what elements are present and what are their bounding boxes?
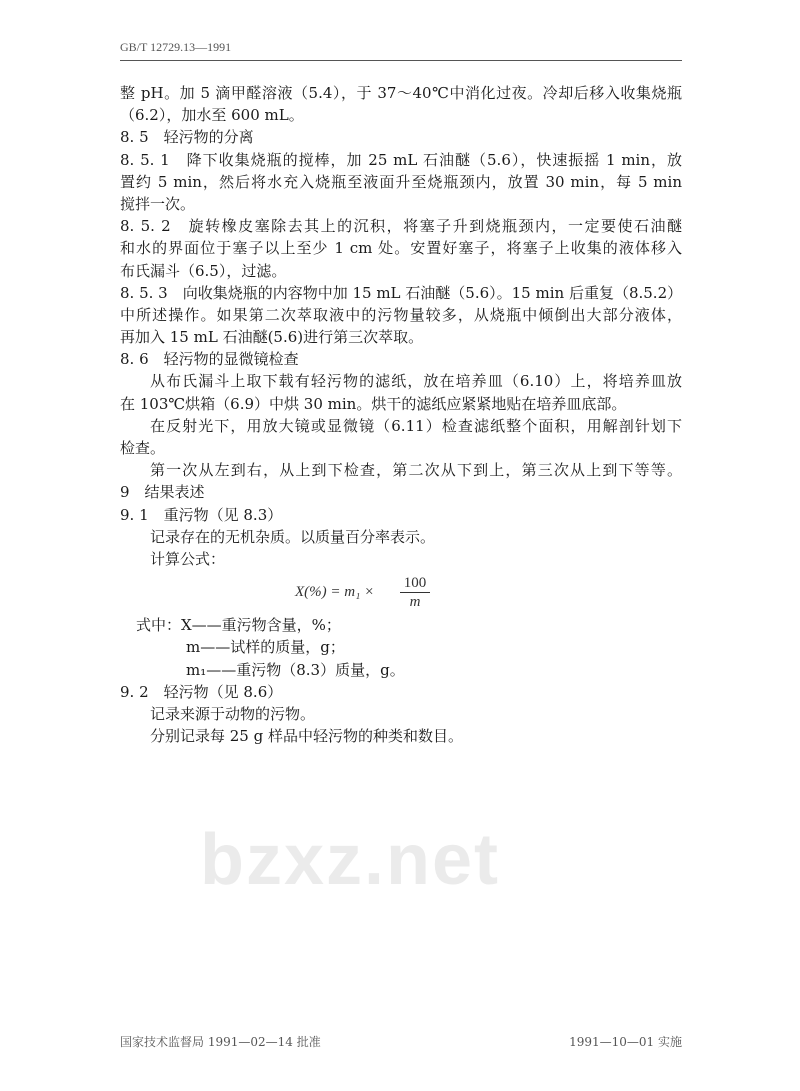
paragraph-line: （6.2），加水至 600 mL。 [120, 106, 304, 125]
approval-footer: 国家技术监督局 1991—02—14 批准 [120, 1035, 321, 1049]
paragraph-line: 和水的界面位于塞子以上至少 1 cm 处。安置好塞子，将塞子上收集的液体移入 [120, 239, 682, 258]
formula-fraction [400, 574, 430, 611]
standard-number-header: GB/T 12729.13—1991 [120, 40, 232, 54]
paragraph-line: 从布氏漏斗上取下载有轻污物的滤纸，放在培养皿（6.10）上，将培养皿放 [150, 372, 682, 391]
paragraph-line: 再加入 15 mL 石油醚(5.6)进行第三次萃取。 [120, 328, 424, 347]
document-body [120, 82, 682, 747]
paragraph-line: 检查。 [120, 439, 166, 457]
section-heading-9-2: 9. 2 轻污物（见 8.6） [120, 682, 283, 701]
paragraph-line: 记录存在的无机杂质。以质量百分率表示。 [150, 527, 436, 546]
section-heading-8-6: 8. 6 轻污物的显微镜检查 [120, 350, 299, 369]
variable-definition: m₁——重污物（8.3）质量，g。 [186, 660, 405, 679]
paragraph-line: 布氏漏斗（6.5），过滤。 [120, 261, 287, 280]
paragraph-line: 在反射光下，用放大镜或显微镜（6.11）检查滤纸整个面积，用解剖针划下 [150, 416, 682, 435]
header-rule [120, 60, 682, 61]
paragraph-line: 第一次从左到右，从上到下检查，第二次从下到上，第三次从上到下等等。 [150, 461, 682, 480]
formula [120, 570, 682, 614]
section-heading-8-5: 8. 5 轻污物的分离 [120, 128, 254, 147]
watermark: bzxz.net [200, 820, 501, 900]
formula-denominator: m [409, 594, 421, 611]
formula-numerator: 100 [400, 574, 430, 593]
paragraph-line: 8. 5. 2 旋转橡皮塞除去其上的沉积，将塞子升到烧瓶颈内，一定要使石油醚 [120, 217, 682, 236]
paragraph-line: 计算公式： [150, 549, 226, 568]
variable-definition: 式中：X——重污物含量，%； [136, 616, 341, 635]
formula-lhs: X(%) = m₁ × [295, 584, 375, 601]
paragraph-line: 搅拌一次。 [120, 194, 196, 213]
implementation-footer: 1991—10—01 实施 [569, 1035, 682, 1049]
paragraph-line: 整 pH。加 5 滴甲醛溶液（5.4），于 37～40℃中消化过夜。冷却后移入收集烧瓶 [120, 84, 682, 102]
paragraph-line: 8. 5. 3 向收集烧瓶的内容物中加 15 mL 石油醚（5.6）。15 min 后重复（8.5.2） [120, 283, 682, 302]
paragraph-line: 中所述操作。如果第二次萃取液中的污物量较多，从烧瓶中倾倒出大部分液体， [120, 305, 682, 324]
paragraph-line: 分别记录每 25 g 样品中轻污物的种类和数目。 [150, 727, 463, 746]
paragraph-line: 8. 5. 1 降下收集烧瓶的搅棒，加 25 mL 石油醚（5.6），快速振摇 1 min，放 [120, 150, 682, 169]
paragraph-line: 置约 5 min，然后将水充入烧瓶至液面升至烧瓶颈内，放置 30 min，每 5 min [120, 172, 682, 191]
paragraph-line: 记录来源于动物的污物。 [150, 704, 316, 723]
section-heading-9: 9 结果表述 [120, 483, 205, 502]
variable-definition: m——试样的质量，g； [186, 638, 345, 657]
paragraph-line: 在 103℃烘箱（6.9）中烘 30 min。烘干的滤纸应紧紧地贴在培养皿底部。 [120, 394, 627, 413]
section-heading-9-1: 9. 1 重污物（见 8.3） [120, 505, 283, 524]
